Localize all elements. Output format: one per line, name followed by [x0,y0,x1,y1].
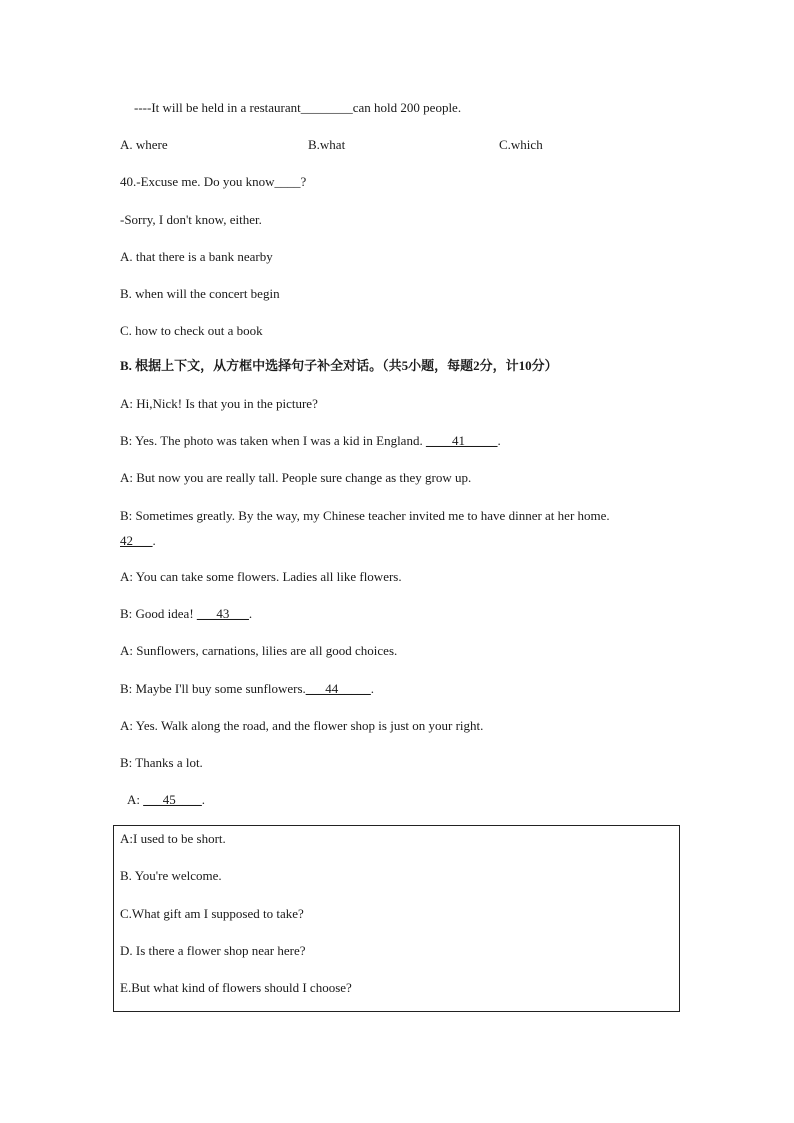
blank-44: ___44_____ [305,681,371,696]
dialogue-line-10: B: Thanks a lot. [120,755,203,770]
dialogue-punct: . [201,792,205,807]
dialogue-text: B: Yes. The photo was taken when I was a kid in England. [120,433,426,448]
dialogue-line-2 [120,433,501,449]
box-option-e: E.But what kind of flowers should I choose? [120,980,352,995]
q40-question: 40.-Excuse me. Do you know____? [120,174,307,189]
dialogue-line-3: A: But now you are really tall. People sure change as they grow up. [120,470,472,485]
blank-41: ____41_____ [425,433,498,448]
dialogue-punct: . [248,606,253,621]
options-box [113,825,680,1012]
q40-option-c: C. how to check out a book [120,323,263,338]
dialogue-text: A: [127,792,144,807]
dialogue-line-11 [127,792,205,808]
q39-option-a: A. where [120,137,168,152]
dialogue-text: B: Maybe I'll buy some sunflowers. [120,681,306,696]
q39-continuation: ----It will be held in a restaurant________can hold 200 people. [134,100,462,115]
dialogue-line-5: A: You can take some flowers. Ladies all like flowers. [120,569,402,584]
q39-option-b: B.what [308,137,346,152]
box-option-c: C.What gift am I supposed to take? [120,906,304,921]
dialogue-punct: . [370,681,375,696]
box-option-d: D. Is there a flower shop near here? [120,943,306,958]
dialogue-line-8 [120,681,374,697]
dialogue-line-9: A: Yes. Walk along the road, and the flower shop is just on your right. [120,718,484,733]
blank-42: 42___ [120,533,153,548]
dialogue-line-4: B: Sometimes greatly. By the way, my Chinese teacher invited me to have dinner at her home. [120,508,610,523]
dialogue-punct: . [497,433,501,448]
blank-45: ___45____ [143,792,202,807]
blank-43: ___43___ [196,606,249,621]
q40-option-a: A. that there is a bank nearby [120,249,273,264]
dialogue-text: B: Good idea! [120,606,197,621]
dialogue-line-1: A: Hi,Nick! Is that you in the picture? [120,396,318,411]
q40-option-b: B. when will the concert begin [120,286,280,301]
dialogue-line-7: A: Sunflowers, carnations, lilies are all good choices. [120,643,398,658]
section-b-heading: B. 根据上下文，从方框中选择句子补全对话。（共5小题，每题2分，计10分） [120,358,558,373]
q40-reply: -Sorry, I don't know, either. [120,212,262,227]
box-option-b: B. You're welcome. [120,868,222,883]
dialogue-line-4b [120,533,156,549]
dialogue-punct: . [152,533,156,548]
dialogue-line-6 [120,606,252,622]
box-option-a: A:I used to be short. [120,831,226,846]
q39-option-c: C.which [499,137,543,152]
